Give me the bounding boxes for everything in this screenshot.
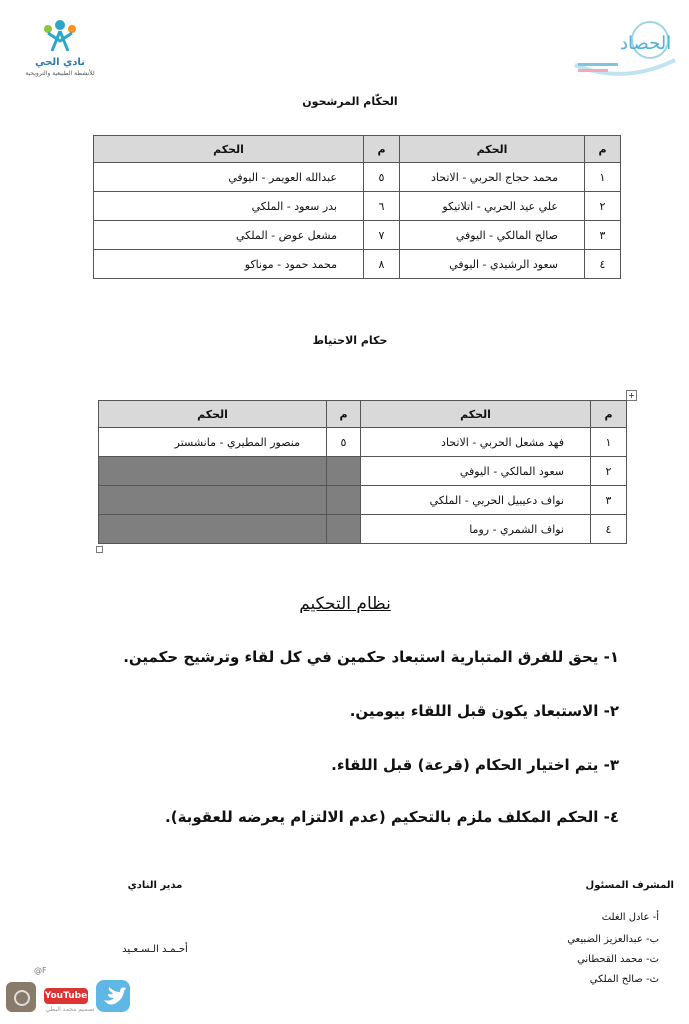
judge-name: مشعل عوض - الملكي: [94, 221, 364, 250]
judge-name: محمد حمود - موناكو: [94, 250, 364, 279]
row-number: ٣: [591, 486, 627, 515]
judge-name: علي عيد الحربي - اتلاتيكو: [400, 192, 585, 221]
system-title: نظام التحكيم: [299, 594, 391, 614]
rule-item: ٤- الحكم المكلف ملزم بالتحكيم (عدم الالتزام يعرضه للعقوبة).: [165, 808, 619, 826]
empty-cell: [327, 457, 361, 486]
row-number: ١: [591, 428, 627, 457]
judge-name: بدر سعود - الملكي: [94, 192, 364, 221]
table-resize-handle[interactable]: [96, 546, 103, 553]
table-row: [94, 192, 621, 221]
col-m: م: [364, 136, 400, 163]
rule-item: ١- يحق للفرق المتبارية استبعاد حكمين في كل لقاء وترشيح حكمين.: [123, 648, 619, 666]
supervisor-name: ب- عبدالعزيز الضبيعي: [567, 934, 659, 945]
judge-name: عبدالله العويمر - اليوفي: [94, 163, 364, 192]
harvest-logo: [570, 15, 680, 90]
empty-cell: [327, 515, 361, 544]
col-judge: الحكم: [400, 136, 585, 163]
club-logo-title: نادي الحي: [35, 57, 85, 68]
table-row: [99, 457, 627, 486]
row-number: ٥: [364, 163, 400, 192]
reserve-judges-table: [98, 400, 627, 544]
manager-name: أحـمـد الـسـعـيد: [122, 944, 188, 955]
col-m: م: [585, 136, 621, 163]
nominated-judges-table: [93, 135, 621, 279]
judge-name: نواف الشمري - روما: [361, 515, 591, 544]
row-number: ٤: [591, 515, 627, 544]
manager-title: مدير النادي: [127, 880, 183, 891]
row-number: ٧: [364, 221, 400, 250]
supervisor-name: ث- صالح الملكي: [589, 974, 659, 985]
youtube-icon[interactable]: YouTube: [44, 988, 88, 1004]
col-m: م: [327, 401, 361, 428]
empty-cell: [327, 486, 361, 515]
footer-credit: تصميم محمد البطي: [45, 1006, 95, 1013]
supervisor-title: المشرف المسئول: [585, 880, 674, 891]
supervisor-name: ت- محمد القحطاني: [577, 954, 659, 965]
club-logo-subtitle: للأنشطة الطبيعية والترويحية: [25, 70, 95, 77]
footer-handle: @F: [34, 966, 47, 975]
judge-name: منصور المطيري - مانشستر: [99, 428, 327, 457]
table-row: [94, 250, 621, 279]
row-number: ٤: [585, 250, 621, 279]
supervisor-name: أ- عادل الغلث: [601, 912, 659, 923]
col-judge: الحكم: [94, 136, 364, 163]
table-row: [99, 486, 627, 515]
nominated-judges-title: الحكّام المرشحون: [302, 95, 398, 108]
reserve-judges-title: حكام الاحتياط: [312, 334, 388, 347]
table-header-row: [94, 136, 621, 163]
club-logo: [20, 15, 100, 85]
row-number: ٢: [585, 192, 621, 221]
col-m: م: [591, 401, 627, 428]
judge-name: سعود المالكي - اليوفي: [361, 457, 591, 486]
row-number: ٨: [364, 250, 400, 279]
col-judge: الحكم: [361, 401, 591, 428]
row-number: ٥: [327, 428, 361, 457]
rule-item: ٣- يتم اختيار الحكام (قرعة) قبل اللقاء.: [331, 756, 619, 774]
instagram-icon[interactable]: [6, 982, 36, 1012]
judge-name: نواف دعيبيل الحربي - الملكي: [361, 486, 591, 515]
table-row: [94, 163, 621, 192]
table-header-row: [99, 401, 627, 428]
empty-cell: [99, 457, 327, 486]
table-row: [99, 428, 627, 457]
rule-item: ٢- الاستبعاد يكون قبل اللقاء بيومين.: [349, 702, 619, 720]
row-number: ٣: [585, 221, 621, 250]
harvest-logo-text: الحصاد: [620, 33, 672, 54]
col-judge: الحكم: [99, 401, 327, 428]
club-logo-icon: [40, 15, 80, 55]
judge-name: فهد مشعل الحربي - الاتحاد: [361, 428, 591, 457]
empty-cell: [99, 486, 327, 515]
row-number: ٢: [591, 457, 627, 486]
empty-cell: [99, 515, 327, 544]
table-move-handle-icon[interactable]: +: [626, 390, 637, 401]
judge-name: سعود الرشيدي - اليوفي: [400, 250, 585, 279]
table-row: [99, 515, 627, 544]
judge-name: محمد حجاج الحربي - الاتحاد: [400, 163, 585, 192]
twitter-icon[interactable]: [96, 980, 130, 1012]
judge-name: صالح المالكي - اليوفي: [400, 221, 585, 250]
row-number: ٦: [364, 192, 400, 221]
row-number: ١: [585, 163, 621, 192]
table-row: [94, 221, 621, 250]
